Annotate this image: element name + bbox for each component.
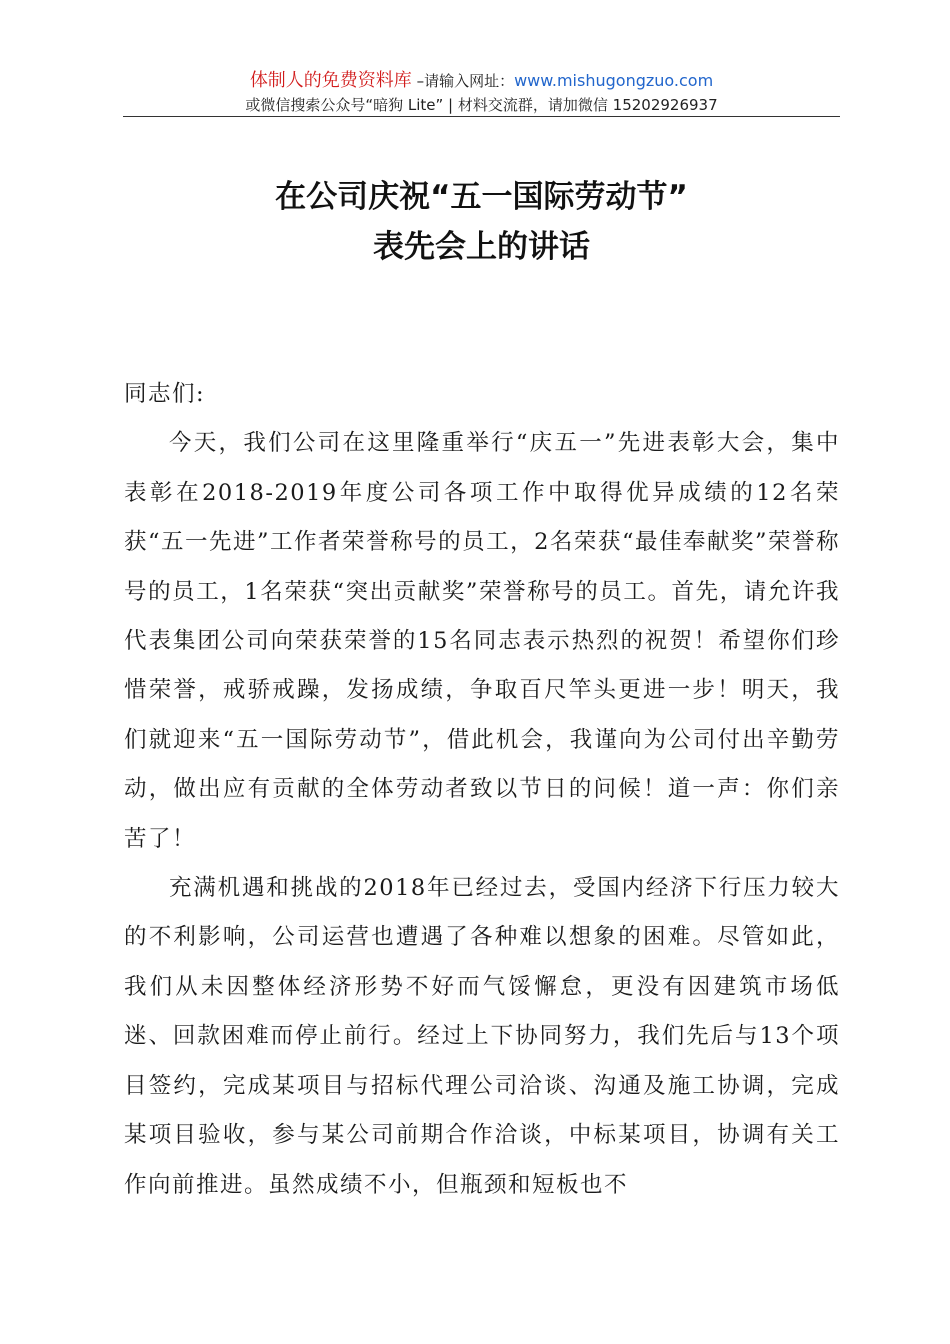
title-line-2: 表先会上的讲话: [373, 229, 590, 265]
url-prompt: –请输入网址：: [411, 72, 515, 90]
paragraph-1: 今天，我们公司在这里隆重举行“庆五一”先进表彰大会，集中表彰在2018-2019年度公司各项工作中取得优异成绩的12名荣获“五一先进”工作者荣誉称号的员工，2名荣获“最佳奉献奖”荣誉称号的员工，1名荣获“突出贡献奖”荣誉称号的员工。首先，请允许我代表集团公司向荣获荣誉的15名同志表示热烈的祝贺！希望你们珍惜荣誉，戒骄戒躁，发扬成绩，争取百尺竿头更进一步！明天，我们就迎来“五一国际劳动节”，借此机会，我谨向为公司付出辛勤劳动，做出应有贡献的全体劳动者致以节日的问候！道一声：你们亲苦了！: [124, 430, 840, 852]
header-contact-line: 或微信搜索公众号“暗狗 Lite” | 材料交流群，请加微信 15202926937: [245, 96, 718, 114]
document-body: [124, 370, 840, 1210]
document-title: [123, 172, 840, 272]
brand-name: 体制人的免费资料库: [249, 70, 412, 91]
title-line-1: 在公司庆祝“五一国际劳动节”: [275, 179, 688, 215]
paragraph-2: 充满机遇和挑战的2018年已经过去，受国内经济下行压力较大的不利影响，公司运营也遭遇了各种难以想象的困难。尽管如此，我们从未因整体经济形势不好而气馁懈怠，更没有因建筑市场低迷、回款困难而停止前行。经过上下协同努力，我们先后与13个项目签约，完成某项目与招标代理公司洽谈、沟通及施工协调，完成某项目验收，参与某公司前期合作洽谈，中标某项目，协调有关工作向前推进。虽然成绩不小，但瓶颈和短板也不: [124, 875, 840, 1198]
header-divider: [123, 116, 840, 117]
website-link[interactable]: www.mishugongzuo.com: [514, 71, 714, 90]
page-header: [123, 68, 840, 116]
header-promo-line: [123, 68, 840, 94]
salutation: 同志们:: [124, 381, 206, 407]
